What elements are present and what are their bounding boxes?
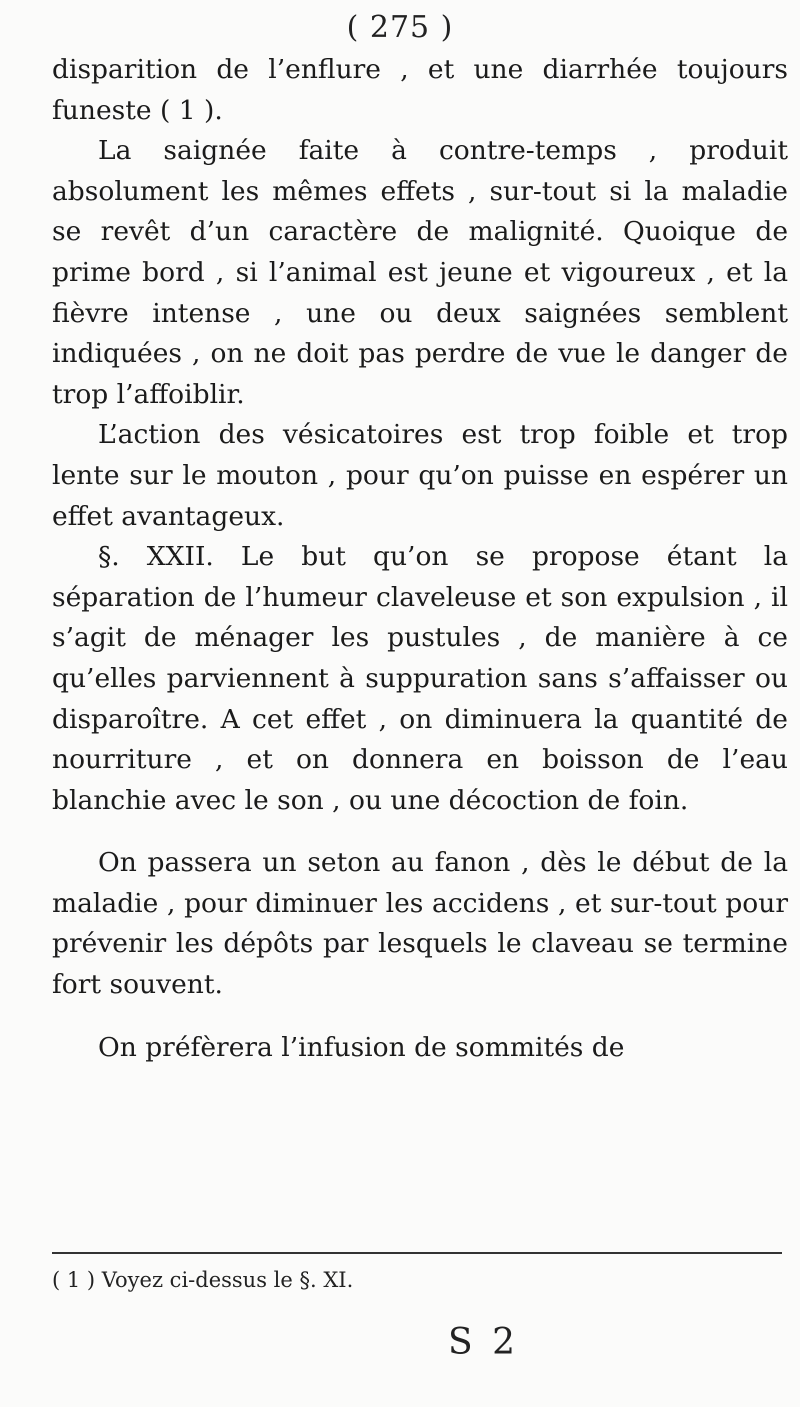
footnote-divider (52, 1252, 782, 1254)
paragraph-6: On préfèrera l’infusion de sommités de (98, 1031, 625, 1063)
paragraph-5: On passera un seton au fanon , dès le début de la maladie , pour diminuer les accidens , et sur-tout pour prévenir les dépôts par lesquels le claveau se termine fort souvent. (52, 847, 788, 1001)
paragraph-2: La saignée faite à contre-temps , produit absolument les mêmes effets , sur-tout si la maladie se revêt d’un caractère de malignité. Quoique de prime bord , si l’animal est jeune et vigoureux , et la fièvre intense , une ou deux saignées semblent indiquées , on ne doit pas perdre de vue le danger de trop l’affoiblir. (52, 135, 788, 410)
signature-mark: S 2 (448, 1322, 520, 1363)
footnote: ( 1 ) Voyez ci-dessus le §. XI. (52, 1268, 354, 1292)
paragraph-1: disparition de l’enflure , et une diarrhée toujours funeste ( 1 ). (52, 54, 788, 126)
paragraph-3: L’action des vésicatoires est trop foible et trop lente sur le mouton , pour qu’on puisse en espérer un effet avantageux. (52, 419, 788, 532)
body-text (52, 50, 788, 1068)
paragraph-4: §. XXII. Le but qu’on se propose étant la séparation de l’humeur claveleuse et son expulsion , il s’agit de ménager les pustules , de manière à ce qu’elles parviennent à suppuration sans s’affaisser ou disparoître. A cet effet , on diminuera la quantité de nourriture , et on donnera en boisson de l’eau blanchie avec le son , ou une décoction de foin. (52, 541, 788, 816)
page-number: ( 275 ) (346, 10, 454, 45)
